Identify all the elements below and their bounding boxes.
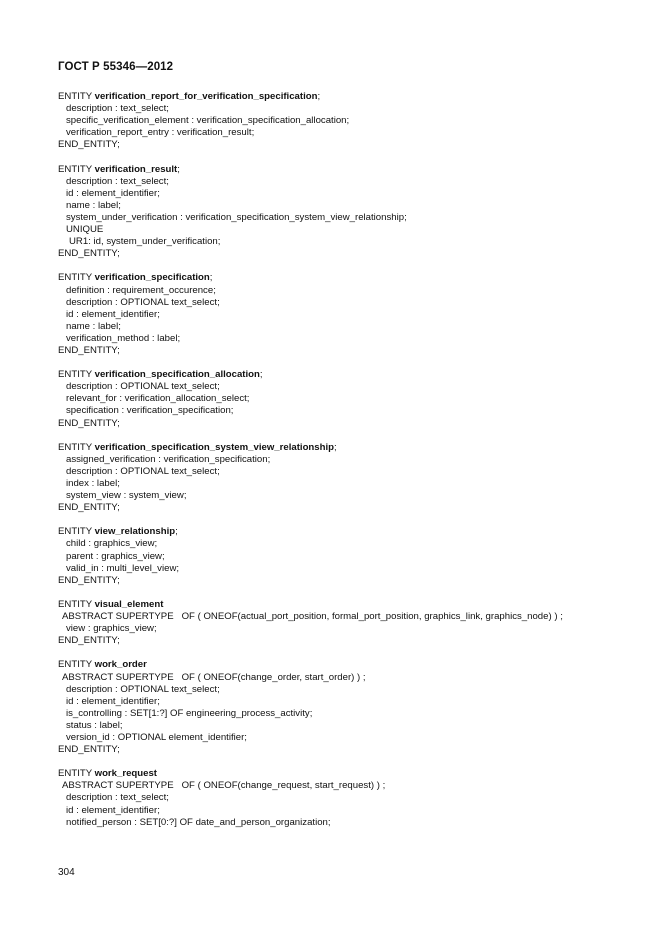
entity-attribute-line: view : graphics_view; bbox=[66, 623, 157, 635]
end-entity: END_ENTITY; bbox=[58, 344, 120, 356]
entity-attribute-line: verification_method : label; bbox=[66, 332, 181, 344]
entity-separator: ; bbox=[259, 369, 263, 381]
entity-keyword: ENTITY bbox=[58, 526, 95, 538]
entity-keyword: ENTITY bbox=[58, 272, 95, 284]
entity-attribute-line: id : element_identifier; bbox=[66, 187, 160, 199]
entity-separator: ; bbox=[177, 163, 180, 175]
entity-block bbox=[58, 599, 563, 659]
entity-declaration bbox=[58, 164, 563, 176]
entity-name: verification_specification_allocation bbox=[94, 369, 260, 381]
entity-attribute-line: notified_person : SET[0:?] OF date_and_person_organization; bbox=[66, 816, 331, 828]
entity-keyword: ENTITY bbox=[58, 598, 95, 610]
entity-attribute-line: description : OPTIONAL text_select; bbox=[66, 683, 220, 695]
entity-keyword: ENTITY bbox=[58, 659, 95, 671]
entity-block bbox=[58, 164, 563, 273]
entity-attribute-line: description : text_select; bbox=[66, 175, 169, 187]
entity-attribute-line: status : label; bbox=[66, 719, 123, 731]
entity-declaration bbox=[58, 91, 563, 103]
end-entity: END_ENTITY; bbox=[58, 635, 120, 647]
entity-block bbox=[58, 442, 563, 527]
entity-attribute-line: UNIQUE bbox=[66, 224, 104, 236]
blank-line bbox=[58, 587, 563, 599]
entity-name: verification_specification bbox=[94, 272, 210, 284]
entity-name: verification_specification_system_view_relationship bbox=[94, 441, 335, 453]
entity-name: visual_element bbox=[94, 598, 164, 610]
blank-line bbox=[58, 647, 563, 659]
entity-declaration bbox=[58, 768, 563, 780]
end-entity: END_ENTITY; bbox=[58, 574, 120, 586]
entity-name: verification_report_for_verification_specification bbox=[94, 91, 318, 102]
entity-attribute-line: ABSTRACT SUPERTYPE OF ( ONEOF(actual_port_position, formal_port_position, graphics_link, graphics_node) ) ; bbox=[62, 611, 563, 623]
entity-declaration bbox=[58, 442, 563, 454]
entity-attribute-line: id : element_identifier; bbox=[66, 804, 160, 816]
entity-attribute-line: parent : graphics_view; bbox=[66, 550, 165, 562]
entity-block bbox=[58, 768, 563, 828]
entity-declaration bbox=[58, 659, 563, 671]
entity-attribute-line: index : label; bbox=[66, 478, 120, 489]
entity-attribute-line: system_view : system_view; bbox=[66, 490, 187, 502]
entity-name: verification_result bbox=[94, 163, 178, 175]
entity-attribute-line: valid_in : multi_level_view; bbox=[66, 562, 180, 574]
entity-name: work_order bbox=[94, 659, 147, 671]
entity-keyword: ENTITY bbox=[58, 369, 95, 381]
entity-block bbox=[58, 659, 563, 768]
blank-line bbox=[58, 756, 563, 768]
entity-attribute-line: child : graphics_view; bbox=[66, 538, 158, 550]
entity-name: view_relationship bbox=[94, 526, 176, 538]
end-entity: END_ENTITY; bbox=[58, 248, 120, 260]
document-header: ГОСТ Р 55346—2012 bbox=[58, 61, 174, 73]
end-entity: END_ENTITY; bbox=[58, 417, 120, 429]
entity-attribute-line: description : OPTIONAL text_select; bbox=[66, 465, 220, 477]
express-schema-listing bbox=[58, 91, 563, 829]
entity-attribute-line: ABSTRACT SUPERTYPE OF ( ONEOF(change_order, start_order) ) ; bbox=[62, 671, 366, 683]
entity-attribute-line: assigned_verification : verification_specification; bbox=[66, 453, 271, 465]
entity-attribute-line: name : label; bbox=[66, 320, 121, 332]
entity-block bbox=[58, 526, 563, 599]
entity-separator: ; bbox=[175, 526, 178, 538]
entity-attribute-line: id : element_identifier; bbox=[66, 308, 160, 320]
entity-declaration bbox=[58, 599, 563, 611]
entity-attribute-line: description : text_select; bbox=[66, 103, 169, 115]
entity-separator: ; bbox=[209, 272, 213, 284]
entity-declaration bbox=[58, 526, 563, 538]
entity-block bbox=[58, 91, 563, 164]
end-entity: END_ENTITY; bbox=[58, 744, 120, 756]
entity-attribute-line: description : text_select; bbox=[66, 792, 169, 804]
entity-separator: ; bbox=[334, 441, 337, 453]
entity-attribute-line: ABSTRACT SUPERTYPE OF ( ONEOF(change_request, start_request) ) ; bbox=[62, 780, 386, 792]
entity-separator: ; bbox=[317, 91, 321, 102]
entity-attribute-line: verification_report_entry : verification_result; bbox=[66, 127, 255, 139]
entity-attribute-line: version_id : OPTIONAL element_identifier; bbox=[66, 731, 247, 743]
entity-block bbox=[58, 369, 563, 442]
blank-line bbox=[58, 357, 563, 369]
entity-attribute-line: is_controlling : SET[1:?] OF engineering_process_activity; bbox=[66, 707, 313, 719]
end-entity: END_ENTITY; bbox=[58, 502, 120, 514]
entity-attribute-line: relevant_for : verification_allocation_select; bbox=[66, 393, 250, 405]
entity-attribute-line: UR1: id, system_under_verification; bbox=[69, 236, 221, 248]
end-entity: END_ENTITY; bbox=[58, 139, 120, 151]
entity-attribute-line: description : OPTIONAL text_select; bbox=[66, 381, 220, 393]
entity-attribute-line: system_under_verification : verification_specification_system_view_relationship; bbox=[66, 211, 407, 223]
blank-line bbox=[58, 514, 563, 526]
blank-line bbox=[58, 430, 563, 442]
entity-attribute-line: specific_verification_element : verification_specification_allocation; bbox=[66, 115, 350, 127]
entity-attribute-line: specification : verification_specification; bbox=[66, 405, 234, 417]
blank-line bbox=[58, 260, 563, 272]
entity-name: work_request bbox=[94, 768, 157, 780]
entity-keyword: ENTITY bbox=[58, 91, 95, 102]
page-number: 304 bbox=[58, 867, 75, 878]
entity-declaration bbox=[58, 369, 563, 381]
entity-attribute-line: name : label; bbox=[66, 199, 121, 211]
entity-attribute-line: id : element_identifier; bbox=[66, 695, 160, 707]
entity-declaration bbox=[58, 272, 563, 284]
entity-attribute-line: definition : requirement_occurence; bbox=[66, 284, 216, 296]
entity-keyword: ENTITY bbox=[58, 441, 95, 453]
entity-block bbox=[58, 272, 563, 369]
entity-keyword: ENTITY bbox=[58, 768, 95, 780]
entity-keyword: ENTITY bbox=[58, 163, 95, 175]
entity-attribute-line: description : OPTIONAL text_select; bbox=[66, 296, 220, 308]
blank-line bbox=[58, 151, 563, 163]
